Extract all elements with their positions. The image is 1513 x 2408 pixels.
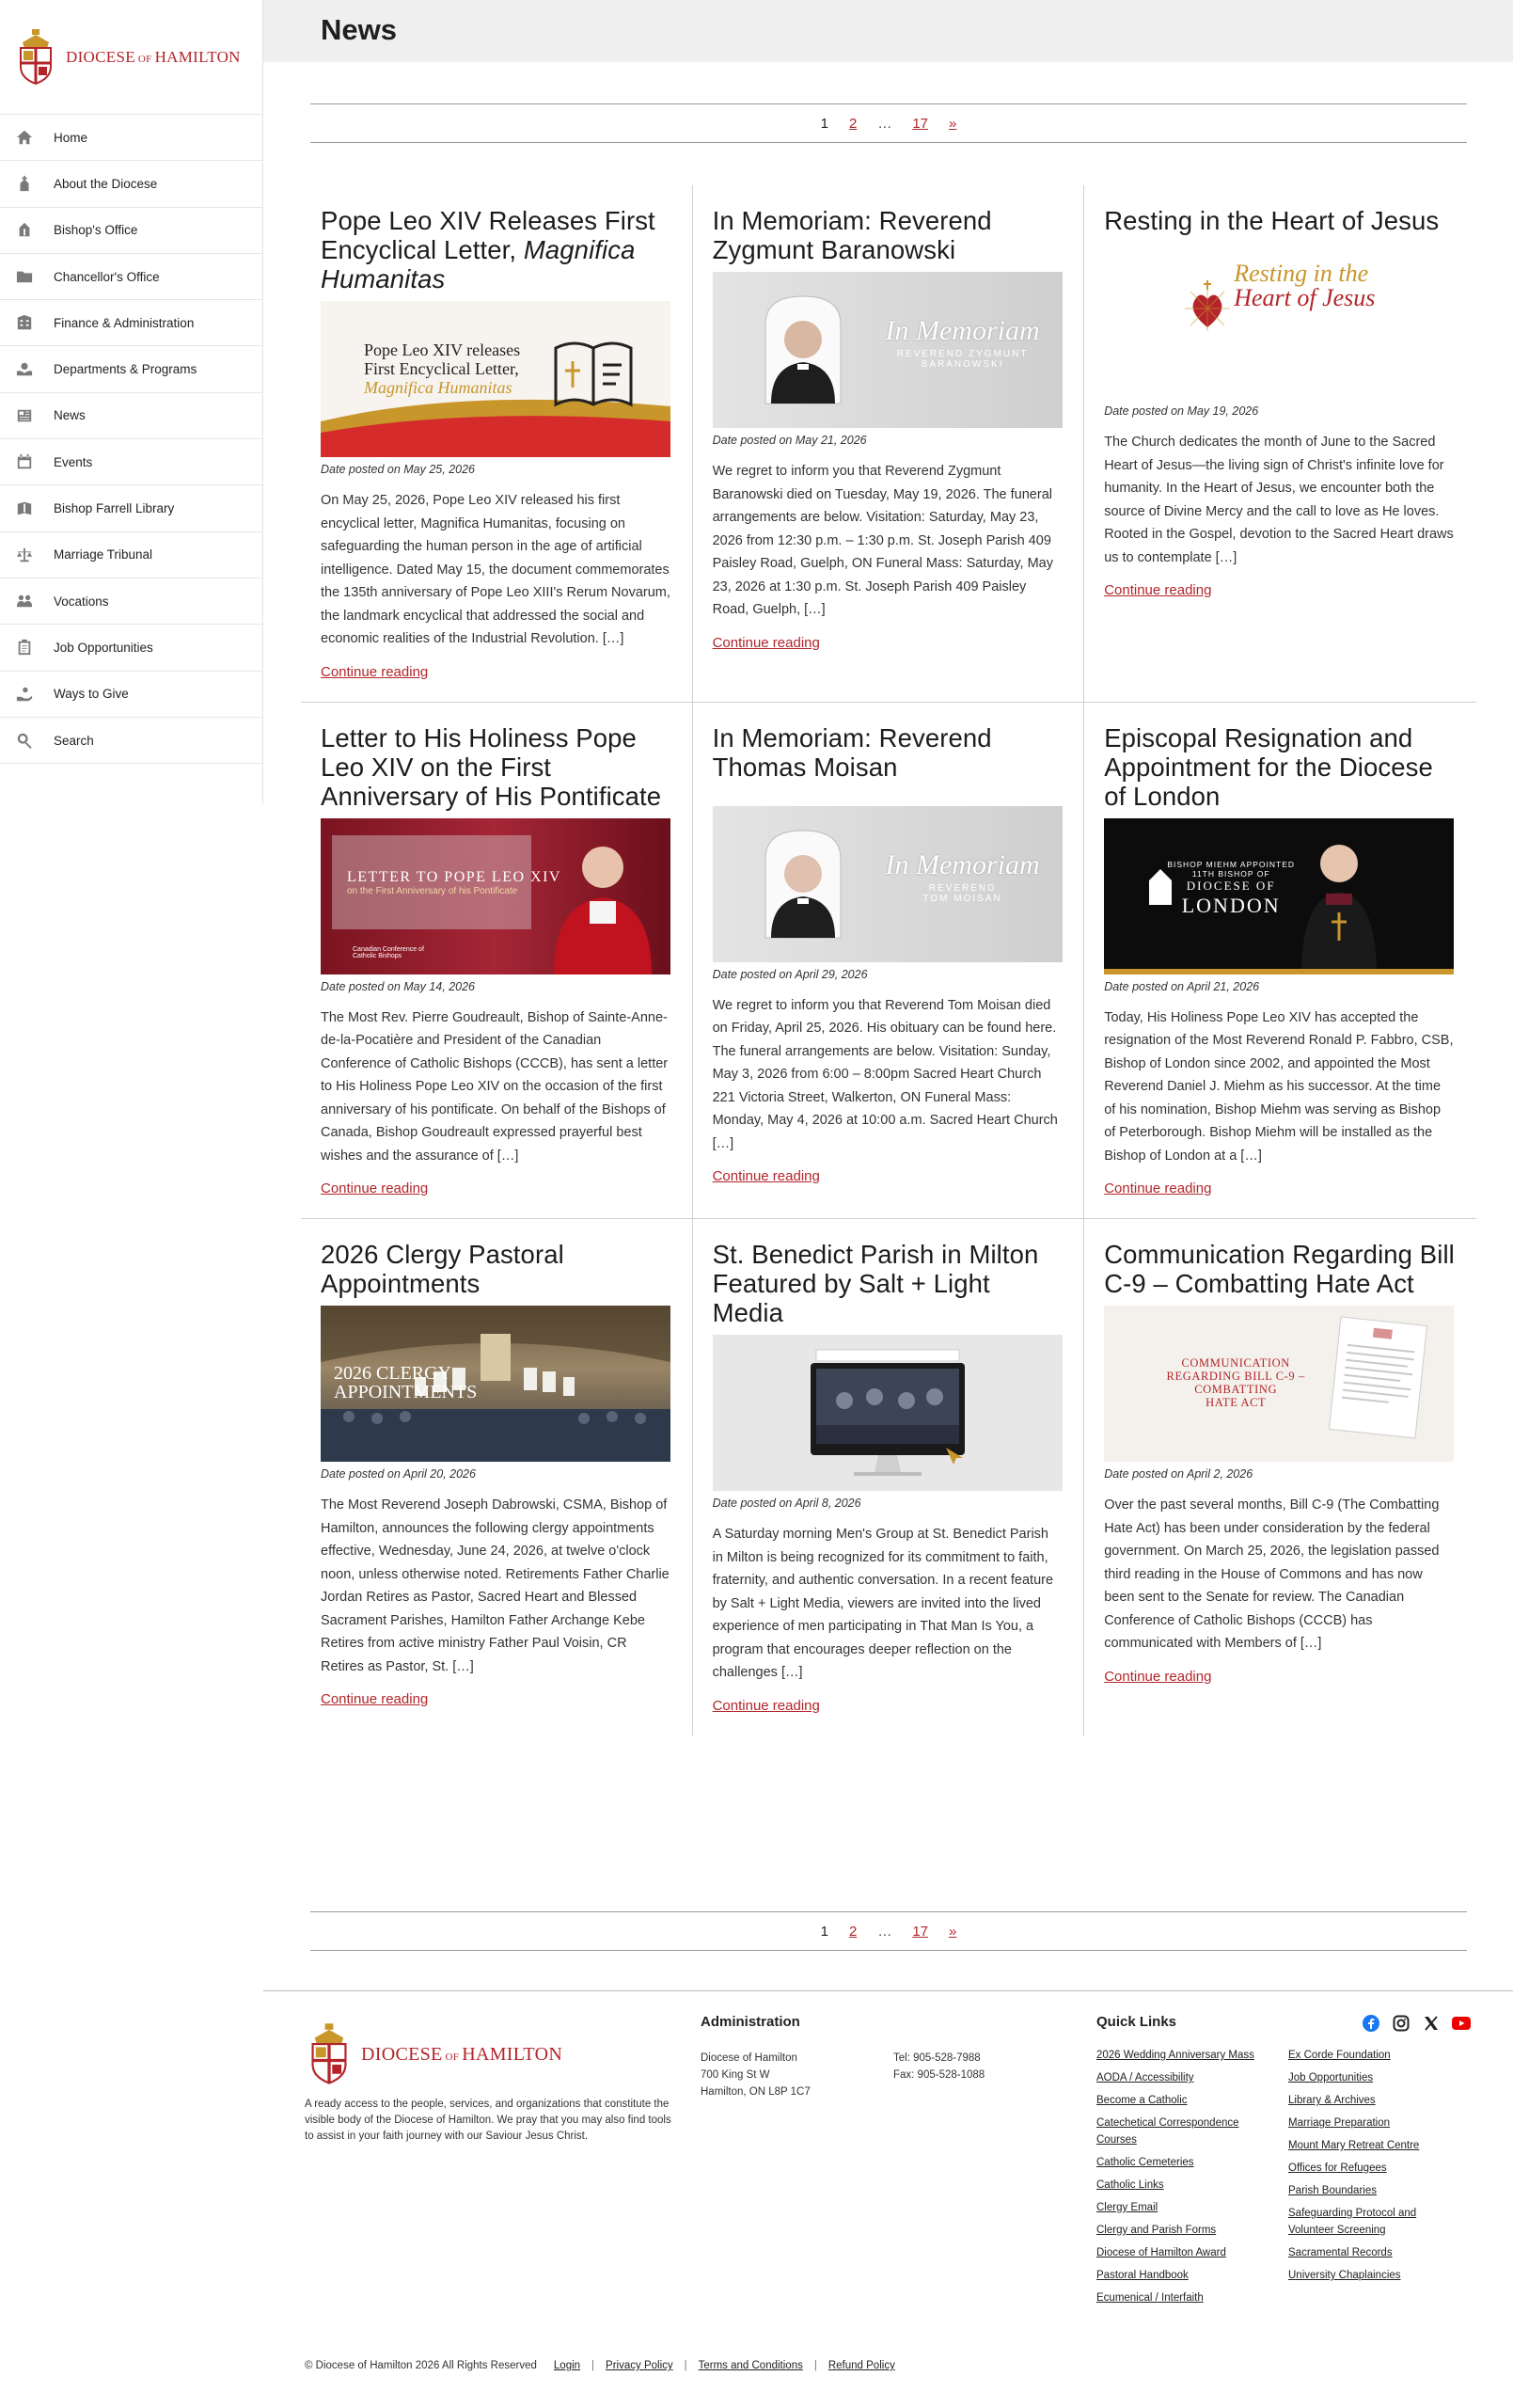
quick-link[interactable]: Become a Catholic	[1096, 2095, 1188, 2106]
continue-reading-link[interactable]: Continue reading	[1104, 1180, 1212, 1196]
pagination-last[interactable]: 17	[912, 115, 929, 132]
post-title[interactable]: In Memoriam: Reverend Zygmunt Baranowski	[712, 206, 992, 264]
quick-links-col-2	[1288, 2044, 1448, 2287]
sidebar-item-search[interactable]: Search	[0, 718, 262, 764]
post-excerpt: Today, His Holiness Pope Leo XIV has accepted the resignation of the Most Reverend Ronald P. Fabbro, CSB, Bishop of London since 2002, and appointed the Most Reverend Daniel J. Miehm as his successor. At the time of his nomination, Bishop Miehm was serving as Bishop of Peterborough. Bishop Miehm will be installed as the Bishop of London at a […]	[1104, 1009, 1454, 1164]
refund-policy-link[interactable]: Refund Policy	[827, 2360, 895, 2371]
sidebar-item-about[interactable]: About the Diocese	[0, 161, 262, 207]
x-twitter-icon[interactable]	[1422, 2014, 1441, 2033]
quick-link[interactable]: Mount Mary Retreat Centre	[1288, 2140, 1420, 2151]
footer-quicklinks-heading: Quick Links	[1096, 2014, 1177, 2030]
folder-icon	[15, 267, 34, 286]
sidebar-item-events[interactable]: Events	[0, 439, 262, 485]
calendar-icon	[15, 452, 34, 471]
post-card	[1084, 703, 1476, 1219]
post-card	[301, 1219, 693, 1735]
scales-icon	[15, 546, 34, 564]
sidebar-item-bishops-office[interactable]: Bishop's Office	[0, 208, 262, 254]
sidebar-item-library[interactable]: Bishop Farrell Library	[0, 485, 262, 531]
quick-link[interactable]: Sacramental Records	[1288, 2247, 1393, 2258]
post-date: Date posted on April 20, 2026	[321, 1467, 476, 1481]
sidebar-item-home[interactable]: Home	[0, 115, 262, 161]
post-card	[1084, 185, 1476, 702]
quick-link[interactable]: University Chaplaincies	[1288, 2270, 1401, 2281]
terms-link[interactable]: Terms and Conditions	[698, 2360, 803, 2371]
diocese-crest-icon	[15, 29, 56, 86]
post-excerpt: The Most Reverend Joseph Dabrowski, CSMA, Bishop of Hamilton, announces the following clergy appointments effective, Wednesday, June 24, 2026, at twelve o'clock noon, unless otherwise noted. Retirements Father Charlie Jordan Retires as Pastor, Sacred Heart and Blessed Sacrament Parishes, Hamilton Father Archange Kebe Retires from active ministry Father Paul Voisin, CR Retires as Pastor, St. […]	[321, 1497, 670, 1674]
hands-icon	[15, 360, 34, 379]
quick-link[interactable]: Catechetical Correspondence Courses	[1096, 2117, 1239, 2146]
quick-link[interactable]: Marriage Preparation	[1288, 2117, 1391, 2129]
news-grid	[301, 185, 1476, 1735]
quick-link[interactable]: Job Opportunities	[1288, 2072, 1374, 2083]
post-excerpt: We regret to inform you that Reverend Tom Moisan died on Friday, April 25, 2026. His obituary can be found here. The funeral arrangements are below. Visitation: Sunday, May 3, 2026 from 6:00 – 8:00pm Sacred Heart Church 221 Victoria Street, Walkerton, ON Funeral Mass: Monday, May 4, 2026 at 10:00 a.m. Sacred Heart Church […]	[712, 997, 1058, 1151]
quick-link[interactable]: Offices for Refugees	[1288, 2162, 1387, 2174]
post-card	[301, 185, 693, 702]
continue-reading-link[interactable]: Continue reading	[712, 1168, 820, 1184]
quick-link[interactable]: Clergy Email	[1096, 2202, 1158, 2213]
footer-admin-heading: Administration	[701, 2014, 800, 2030]
sidebar-item-vocations[interactable]: Vocations	[0, 578, 262, 625]
pagination-page-2[interactable]: 2	[848, 115, 858, 132]
post-date: Date posted on April 2, 2026	[1104, 1467, 1253, 1481]
footer-tagline: A ready access to the people, services, and organizations that constitute the visible body of the Diocese of Hamilton. We pray that you may also find tools to assist in your faith journey with our Saviour Jesus Christ.	[305, 2099, 671, 2142]
sidebar	[0, 0, 263, 804]
pagination-top	[310, 103, 1467, 143]
sidebar-item-finance[interactable]: Finance & Administration	[0, 300, 262, 346]
quick-link[interactable]: Library & Archives	[1288, 2095, 1376, 2106]
quick-link[interactable]: AODA / Accessibility	[1096, 2072, 1194, 2083]
continue-reading-link[interactable]: Continue reading	[1104, 582, 1212, 598]
quick-links-col-1	[1096, 2044, 1280, 2309]
post-card	[301, 703, 693, 1219]
pagination-ellipsis: …	[877, 1923, 892, 1940]
post-excerpt: The Church dedicates the month of June to the Sacred Heart of Jesus—the living sign of Christ's infinite love for humanity. In the Heart of Jesus, we encounter both the source of Divine Mercy and the call to love as He loves. Rooted in the Gospel, devotion to the Sacred Heart draws us to contemplate […]	[1104, 435, 1454, 565]
pagination-last[interactable]: 17	[912, 1923, 929, 1940]
post-excerpt: The Most Rev. Pierre Goudreault, Bishop of Sainte-Anne-de-la-Pocatière and President of the Canadian Conference of Catholic Bishops (CCCB), has sent a letter to His Holiness Pope Leo XIV on the occasion of the first anniversary of his pontificate. On behalf of the Bishops of Canada, Bishop Goudreault expressed prayerful best wishes and the assurance of […]	[321, 1009, 669, 1164]
newspaper-icon	[15, 406, 34, 425]
post-thumbnail[interactable]: COMMUNICATION REGARDING BILL C-9 – COMBATTING HATE ACT	[1104, 1306, 1454, 1462]
post-title[interactable]: In Memoriam: Reverend Thomas Moisan	[712, 722, 992, 782]
post-title[interactable]: Resting in the Heart of Jesus	[1104, 206, 1440, 235]
page-header-bar	[263, 0, 1513, 62]
church-icon	[15, 174, 34, 193]
post-title[interactable]: Communication Regarding Bill C-9 – Combatting Hate Act	[1104, 1240, 1455, 1298]
social-links	[1362, 2014, 1471, 2033]
pagination-current: 1	[820, 1923, 828, 1940]
page-title: News	[321, 13, 397, 46]
post-title[interactable]: Pope Leo XIV Releases First Encyclical Letter, Magnifica Humanitas	[321, 206, 655, 293]
post-thumbnail[interactable]: 2026 CLERGY APPOINTMENTS	[321, 1306, 670, 1462]
post-card	[693, 185, 1085, 702]
sidebar-item-tribunal[interactable]: Marriage Tribunal	[0, 532, 262, 578]
sidebar-item-jobs[interactable]: Job Opportunities	[0, 625, 262, 671]
footer-contact	[893, 2050, 985, 2083]
instagram-icon[interactable]	[1392, 2014, 1411, 2033]
post-excerpt: A Saturday morning Men's Group at St. Benedict Parish in Milton is being recognized for its commitment to faith, fraternity, and authentic conversation. In a recent feature by Salt + Light Media, viewers are invited into the lived experience of men participating in That Man Is You, a program that encourages deeper reflection on the challenges […]	[712, 1527, 1054, 1680]
post-title[interactable]: 2026 Clergy Pastoral Appointments	[321, 1240, 564, 1298]
pagination-ellipsis: …	[877, 115, 892, 132]
sidebar-item-give[interactable]: Ways to Give	[0, 672, 262, 718]
post-title[interactable]: St. Benedict Parish in Milton Featured by Salt + Light Media	[712, 1240, 1039, 1327]
post-thumbnail[interactable]: In Memoriam REVEREND ZYGMUNT BARANOWSKI	[713, 272, 1063, 428]
quick-link[interactable]: Pastoral Handbook	[1096, 2270, 1189, 2281]
post-excerpt: We regret to inform you that Reverend Zygmunt Baranowski died on Tuesday, May 19, 2026. The funeral arrangements are below. Visitation: Saturday, May 23, 2026 from 12:30 p.m. – 1:30 p.m. St. Joseph Parish 409 Paisley Road, Guelph, ON Funeral Mass: Saturday, May 23, 2026 at 1:30 p.m. St. Joseph Parish 409 Paisley Road, Guelph, […]	[712, 464, 1053, 617]
youtube-icon[interactable]	[1452, 2014, 1471, 2033]
post-card	[693, 703, 1085, 1219]
building-icon	[15, 313, 34, 332]
mitre-icon	[15, 221, 34, 240]
post-thumbnail[interactable]: BISHOP MIEHM APPOINTED 11TH BISHOP OF DIOCESE OF LONDON	[1104, 818, 1454, 974]
post-title[interactable]: Episcopal Resignation and Appointment for the Diocese of London	[1104, 722, 1433, 811]
search-icon	[15, 731, 34, 750]
post-thumbnail[interactable]: Pope Leo XIV releases First Encyclical Letter, Magnifica Humanitas	[321, 301, 670, 457]
quick-link[interactable]: Safeguarding Protocol and Volunteer Screening	[1288, 2208, 1417, 2236]
quick-link[interactable]: Diocese of Hamilton Award	[1096, 2247, 1226, 2258]
post-card	[693, 1219, 1085, 1735]
home-icon	[15, 128, 34, 147]
post-date: Date posted on May 19, 2026	[1104, 404, 1259, 418]
post-thumbnail[interactable]: Resting in the Heart of Jesus	[1104, 243, 1454, 399]
post-thumbnail[interactable]: In Memoriam REVEREND TOM MOISAN	[713, 806, 1063, 962]
pagination-next[interactable]: »	[949, 115, 957, 132]
diocese-crest-icon	[307, 2023, 352, 2085]
facebook-icon[interactable]	[1362, 2014, 1380, 2033]
sidebar-item-departments[interactable]: Departments & Programs	[0, 346, 262, 392]
login-link[interactable]: Login	[553, 2360, 581, 2371]
news-row	[301, 185, 1476, 703]
pagination-current: 1	[820, 115, 828, 132]
quick-link[interactable]: Clergy and Parish Forms	[1096, 2225, 1217, 2236]
sidebar-item-news[interactable]: News	[0, 393, 262, 439]
logo-wordmark: DIOCESE OF HAMILTON	[66, 47, 241, 66]
quick-link[interactable]: Catholic Cemeteries	[1096, 2157, 1194, 2168]
quick-link[interactable]: Ex Corde Foundation	[1288, 2050, 1391, 2061]
post-date: Date posted on May 21, 2026	[712, 434, 867, 447]
continue-reading-link[interactable]: Continue reading	[712, 634, 820, 651]
post-date: Date posted on April 8, 2026	[712, 1497, 861, 1510]
copyright-text: © Diocese of Hamilton 2026 All Rights Reserved	[305, 2360, 537, 2371]
continue-reading-link[interactable]: Continue reading	[712, 1697, 820, 1714]
people-icon	[15, 592, 34, 610]
privacy-policy-link[interactable]: Privacy Policy	[606, 2360, 673, 2371]
clipboard-icon	[15, 638, 34, 657]
post-date: Date posted on May 14, 2026	[321, 979, 476, 993]
site-footer	[263, 1990, 1513, 2408]
pagination-next[interactable]: »	[949, 1923, 957, 1940]
post-excerpt: On May 25, 2026, Pope Leo XIV released his first encyclical letter, Magnifica Humanitas, focusing on safeguarding the human person in the age of artificial intelligence. Dated May 15, the document commemorates the 135th anniversary of Pope Leo XIII's Rerum Novarum, the landmark encyclical that addressed the social and economic realities of the Industrial Revolution. […]	[321, 493, 670, 646]
footer-fax: Fax: 905-528-1088	[893, 2069, 985, 2081]
continue-reading-link[interactable]: Continue reading	[321, 1180, 429, 1196]
post-date: Date posted on April 29, 2026	[712, 967, 868, 981]
pagination-page-2[interactable]: 2	[848, 1923, 858, 1940]
logo-wordmark: DIOCESE OF HAMILTON	[361, 2043, 563, 2065]
quick-link[interactable]: Catholic Links	[1096, 2179, 1164, 2191]
footer-phone[interactable]: Tel: 905-528-7988	[893, 2052, 981, 2064]
post-date: Date posted on May 25, 2026	[321, 463, 476, 476]
post-date: Date posted on April 21, 2026	[1104, 979, 1260, 993]
pagination-bottom	[310, 1911, 1467, 1951]
sidebar-item-chancellors-office[interactable]: Chancellor's Office	[0, 254, 262, 300]
give-icon	[15, 685, 34, 704]
quick-link[interactable]: Parish Boundaries	[1288, 2185, 1377, 2196]
quick-link[interactable]: Ecumenical / Interfaith	[1096, 2292, 1204, 2304]
continue-reading-link[interactable]: Continue reading	[1104, 1668, 1212, 1685]
quick-link[interactable]: 2026 Wedding Anniversary Mass	[1096, 2050, 1254, 2061]
post-title[interactable]: Letter to His Holiness Pope Leo XIV on the First Anniversary of His Pontificate	[321, 722, 662, 811]
site-logo[interactable]	[0, 0, 262, 115]
continue-reading-link[interactable]: Continue reading	[321, 663, 429, 680]
post-thumbnail[interactable]	[713, 1335, 1063, 1491]
post-excerpt: Over the past several months, Bill C-9 (The Combatting Hate Act) has been under consideration by the federal government. On March 25, 2026, the legislation passed third reading in the House of Commons and has now been sent to the Senate for review. The Canadian Conference of Catholic Bishops (CCCB) has communicated with Members of […]	[1104, 1497, 1440, 1651]
footer-address: Diocese of Hamilton 700 King St W Hamilton, ON L8P 1C7	[701, 2052, 811, 2098]
sidebar-nav	[0, 115, 262, 764]
book-icon	[15, 499, 34, 518]
monitor-graphic	[713, 1335, 1063, 1491]
news-row	[301, 1219, 1476, 1735]
footer-bottom-bar: © Diocese of Hamilton 2026 All Rights Reserved Login | Privacy Policy | Terms and Conditions | Refund Policy	[305, 2360, 895, 2371]
continue-reading-link[interactable]: Continue reading	[321, 1691, 429, 1707]
news-row	[301, 703, 1476, 1220]
post-thumbnail[interactable]: LETTER TO POPE LEO XIV on the First Anniversary of his Pontificate Canadian Conference of Catholic Bishops	[321, 818, 670, 974]
footer-logo[interactable]	[307, 2023, 562, 2085]
post-card	[1084, 1219, 1476, 1735]
